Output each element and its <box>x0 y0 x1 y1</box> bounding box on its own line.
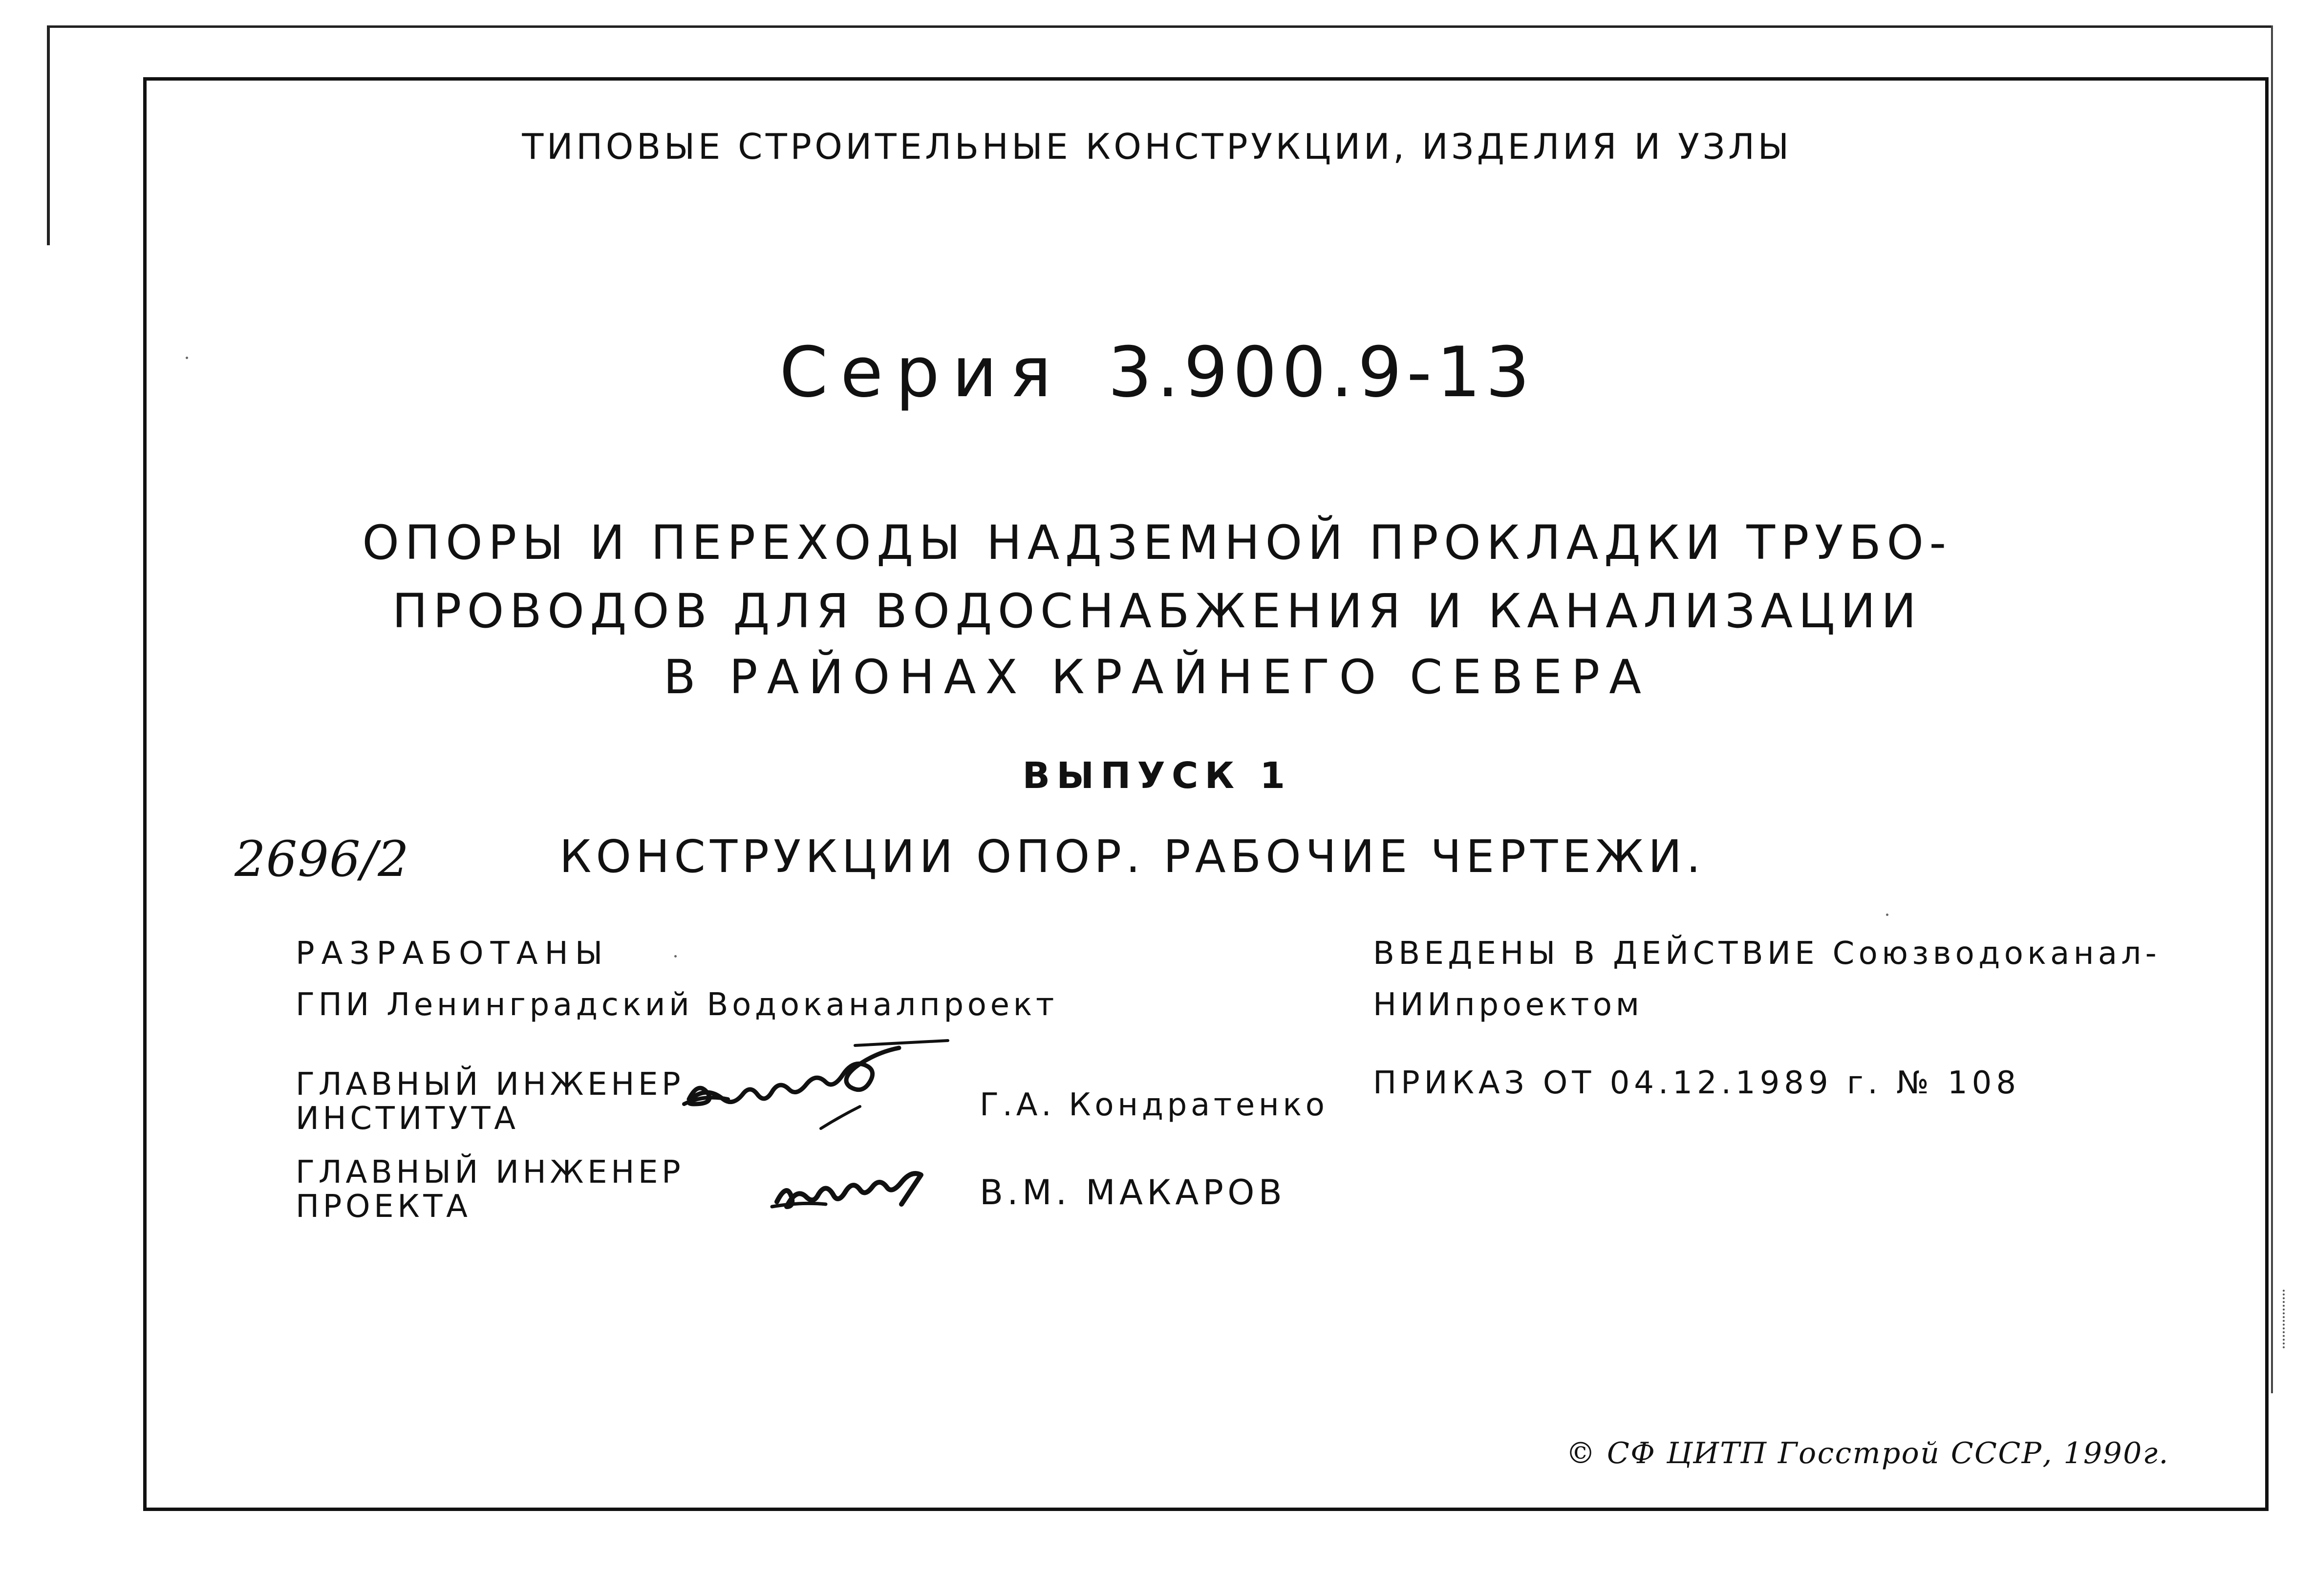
scan-dot <box>1886 914 1888 916</box>
chief-engineer-project-line2: ПРОЕКТА <box>296 1189 471 1225</box>
introduced-line-2: НИИпроектом <box>1373 987 1643 1023</box>
series-number: 3.900.9-13 <box>1108 332 1535 413</box>
outer-frame-right <box>2271 25 2273 1393</box>
scan-dot <box>674 955 677 958</box>
order-line: ПРИКАЗ ОТ 04.12.1989 г. № 108 <box>1373 1065 2020 1101</box>
chief-engineer-institute-title <box>296 1067 684 1136</box>
series-header: ТИПОВЫЕ СТРОИТЕЛЬНЫЕ КОНСТРУКЦИИ, ИЗДЕЛИЯ И УЗЛЫ <box>522 126 1792 167</box>
introduced-line-1: ВВЕДЕНЫ В ДЕЙСТВИЕ Союзводоканал- <box>1373 936 2161 972</box>
chief-engineer-project-line1: ГЛАВНЫЙ ИНЖЕНЕР <box>296 1154 685 1191</box>
title-line-1: ОПОРЫ И ПЕРЕХОДЫ НАДЗЕМНОЙ ПРОКЛАДКИ ТРУБО- <box>362 515 1952 570</box>
archive-number: 2696/2 <box>235 830 409 888</box>
title-line-2: ПРОВОДОВ ДЛЯ ВОДОСНАБЖЕНИЯ И КАНАЛИЗАЦИИ <box>392 584 1922 638</box>
chief-engineer-institute-name: Г.А. Кондратенко <box>980 1087 1328 1123</box>
developed-label: РАЗРАБОТАНЫ <box>296 936 610 972</box>
edge-mark <box>2283 1290 2287 1348</box>
series-label: Серия <box>779 332 1064 413</box>
chief-engineer-project-name: В.М. МАКАРОВ <box>980 1172 1286 1213</box>
chief-engineer-institute-line1: ГЛАВНЫЙ ИНЖЕНЕР <box>296 1066 685 1103</box>
developer-org: ГПИ Ленинградский Водоканалпроект <box>296 987 1058 1023</box>
title-line-3: В РАЙОНАХ КРАЙНЕГО СЕВЕРА <box>663 650 1651 704</box>
signature-makarov <box>767 1163 953 1226</box>
issue-label: ВЫПУСК 1 <box>1022 755 1292 797</box>
chief-engineer-institute-line2: ИНСТИТУТА <box>296 1101 519 1137</box>
copyright-line: © СФ ЦИТП Госстрой СССР, 1990г. <box>1566 1436 2169 1470</box>
chief-engineer-project-title <box>296 1155 684 1224</box>
outer-frame-top <box>47 25 2273 28</box>
signature-kondratenko <box>669 1026 1011 1143</box>
issue-subtitle: КОНСТРУКЦИИ ОПОР. РАБОЧИЕ ЧЕРТЕЖИ. <box>559 830 1705 883</box>
series-line <box>0 332 2314 413</box>
